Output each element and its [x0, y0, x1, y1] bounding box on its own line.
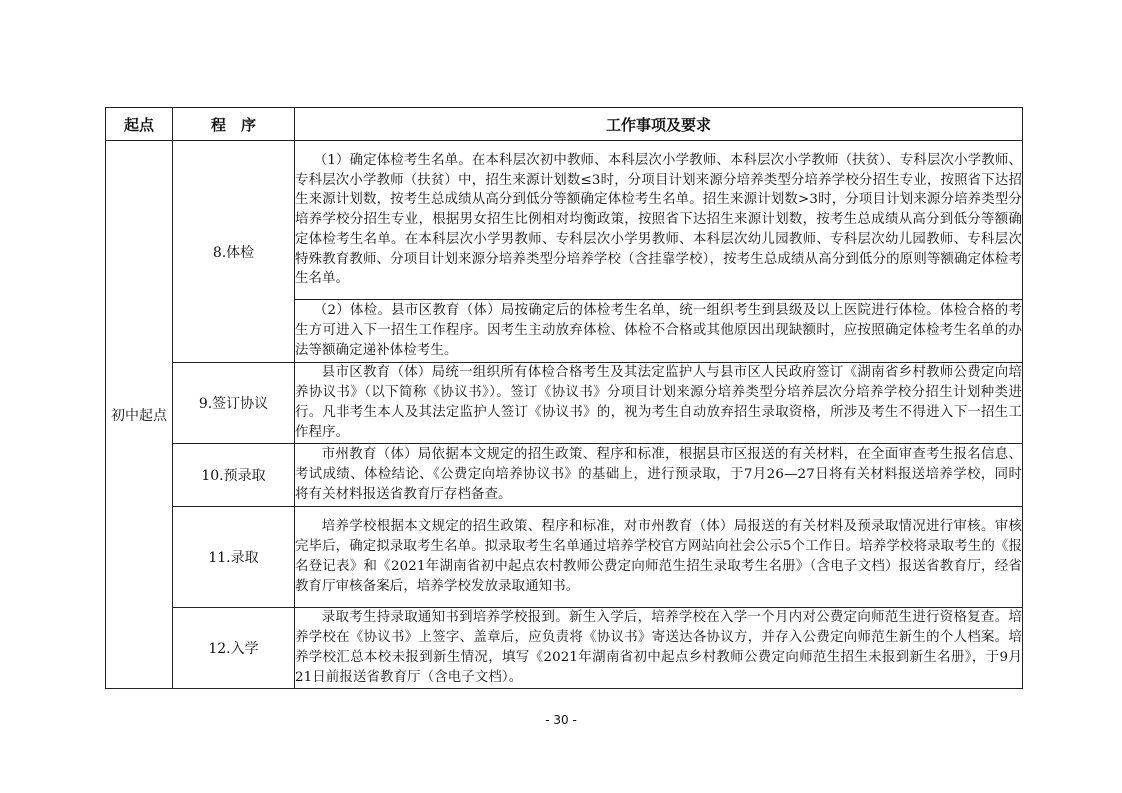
step-9-cell: 9.签订协议 — [173, 363, 295, 444]
table-row — [106, 608, 1023, 689]
item-11: 培养学校根据本文规定的招生政策、程序和标准，对市州教育（体）局报送的有关材料及预录取情况进行审核。审核完毕后，确定拟录取考生名单。拟录取考生名单通过培养学校官方网站向社会公示5个工作日。培养学校将录取考生的《报名登记表》和《2021年湖南省初中起点农村教师公费定向师范生招生录取考生名册》（含电子文档）报送省教育厅，经省教育厅审核备案后，培养学校发放录取通知书。 — [295, 507, 1023, 608]
table-row — [106, 363, 1023, 444]
item-12: 录取考生持录取通知书到培养学校报到。新生入学后，培养学校在入学一个月内对公费定向师范生进行资格复查。培养学校在《协议书》上签字、盖章后，应负责将《协议书》寄送达各协议方，并存入公费定向师范生新生的个人档案。培养学校汇总本校未报到新生情况，填写《2021年湖南省初中起点乡村教师公费定向师范生招生未报到新生名册》，于9月21日前报送省教育厅（含电子文档）。 — [295, 608, 1023, 689]
table-row — [106, 444, 1023, 507]
procedure-table — [105, 107, 1023, 689]
page-number: - 30 - — [545, 713, 577, 727]
item-8-2: （2）体检。县市区教育（体）局按确定后的体检考生名单，统一组织考生到县级及以上医院进行体检。体检合格的考生方可进入下一招生工作程序。因考生主动放弃体检、体检不合格或其他原因出现缺额时，应按照确定体检考生名单的办法等额确定递补体检考生。 — [295, 300, 1023, 363]
table-row — [106, 507, 1023, 608]
header-start: 起点 — [106, 108, 173, 141]
table-row — [106, 141, 1023, 300]
step-8-cell: 8.体检 — [173, 141, 295, 363]
item-9: 县市区教育（体）局统一组织所有体检合格考生及其法定监护人与县市区人民政府签订《湖南省乡村教师公费定向培养协议书》（以下简称《协议书》）。签订《协议书》分项目计划来源分培养类型分培养层次分培养学校分招生计划种类进行。凡非考生本人及其法定监护人签订《协议书》的，视为考生自动放弃招生录取资格，所涉及考生不得进入下一招生工作程序。 — [295, 363, 1023, 444]
step-10-cell: 10.预录取 — [173, 444, 295, 507]
header-requirements: 工作事项及要求 — [295, 108, 1023, 141]
item-10: 市州教育（体）局依据本文规定的招生政策、程序和标准，根据县市区报送的有关材料，在全面审查考生报名信息、考试成绩、体检结论、《公费定向培养协议书》的基础上，进行预录取，于7月26—27日将有关材料报送培养学校，同时将有关材料报送省教育厅存档备查。 — [295, 444, 1023, 507]
start-cell: 初中起点 — [106, 141, 173, 689]
item-8-1: （1）确定体检考生名单。在本科层次初中教师、本科层次小学教师、本科层次小学教师（扶贫）、专科层次小学教师、专科层次小学教师（扶贫）中，招生来源计划数≤3时，分项目计划来源分培养类型分培养学校分招生专业，按照省下达招生来源计划数，按考生总成绩从高分到低分等额确定体检考生名单。招生来源计划数>3时，分项目计划来源分培养类型分培养学校分招生专业，根据男女招生比例相对均衡政策，按照省下达招生来源计划数，按考生总成绩从高分到低分等额确定体检考生名单。在本科层次小学男教师、专科层次小学男教师、本科层次幼儿园教师、专科层次幼儿园教师、专科层次特殊教育教师、分项目计划来源分培养类型分培养学校（含挂靠学校），按考生总成绩从高分到低分的原则等额确定体检考生名单。 — [295, 141, 1023, 300]
table-header-row — [106, 108, 1023, 141]
step-11-cell: 11.录取 — [173, 507, 295, 608]
header-procedure: 程 序 — [173, 108, 295, 141]
step-12-cell: 12.入学 — [173, 608, 295, 689]
